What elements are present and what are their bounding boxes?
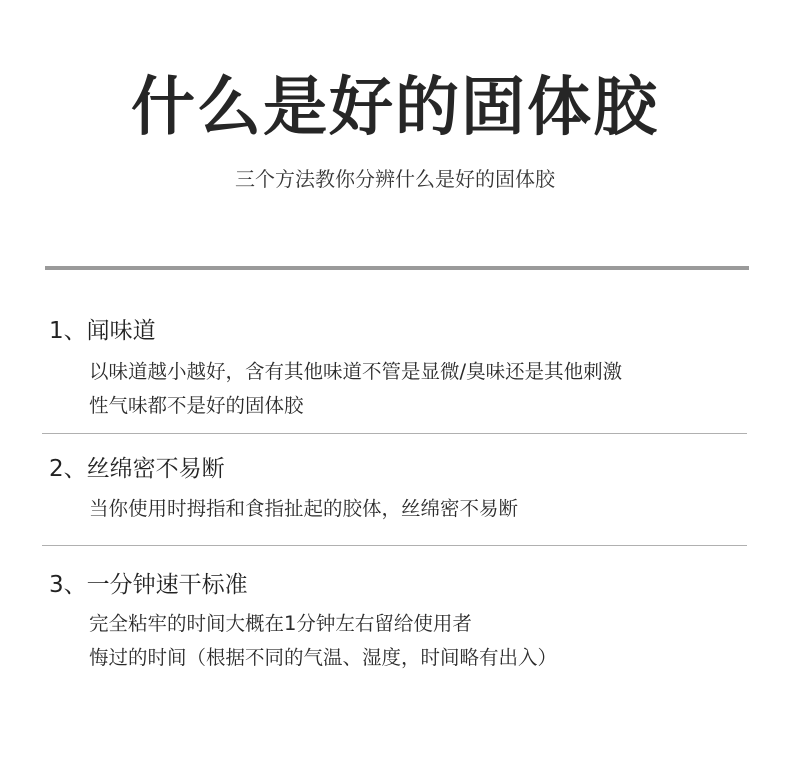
top-divider [45,266,749,270]
section-text-line: 完全粘牢的时间大概在1分钟左右留给使用者 [89,612,472,635]
section-text-line: 当你使用时拇指和食指扯起的胶体，丝绵密不易断 [89,497,519,520]
page-title: 什么是好的固体胶 [131,71,659,145]
section-text-line: 以味道越小越好，含有其他味道不管是显微/臭味还是其他刺激 [89,360,623,383]
section-divider [42,545,747,546]
section-divider [42,433,747,434]
section-heading: 3、一分钟速干标准 [49,572,248,598]
page-subtitle: 三个方法教你分辨什么是好的固体胶 [235,167,555,191]
section-text-line: 性气味都不是好的固体胶 [89,394,304,417]
section-heading: 1、闻味道 [49,318,156,344]
section-text-line: 悔过的时间（根据不同的气温、湿度，时间略有出入） [89,646,558,669]
section-heading: 2、丝绵密不易断 [49,456,225,482]
